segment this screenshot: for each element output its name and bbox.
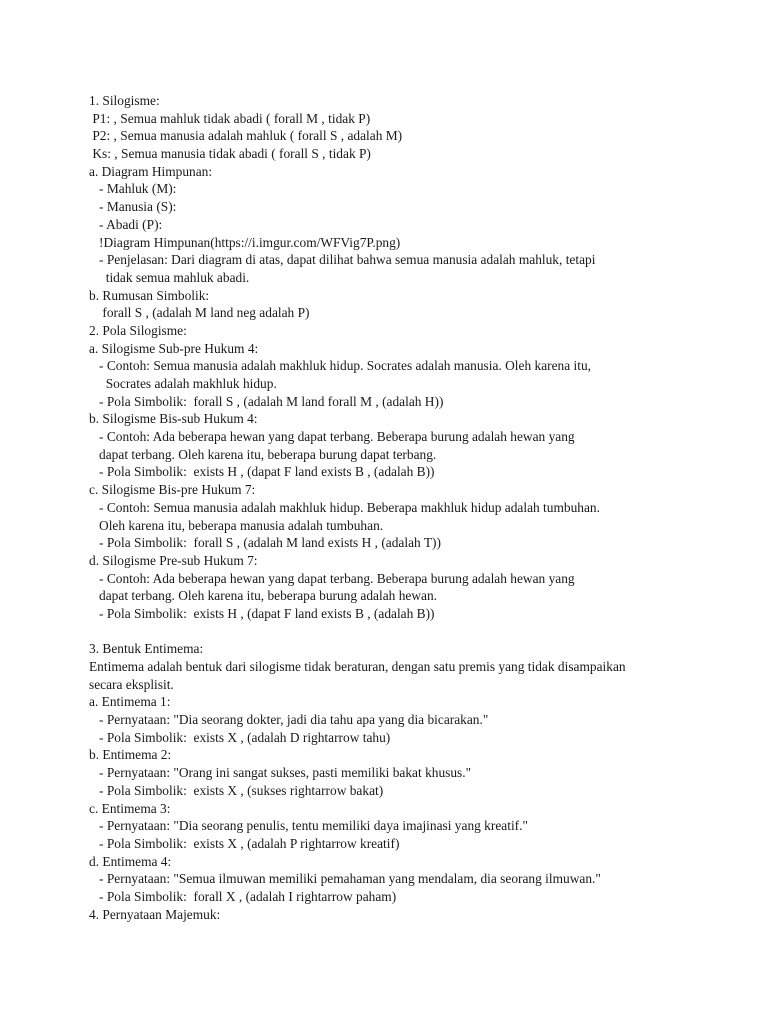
text-line: tidak semua mahluk abadi. <box>89 269 250 285</box>
text-line: - Pola Simbolik: forall S , (adalah M land exists H , (adalah T)) <box>89 535 441 551</box>
text-line: - Pola Simbolik: exists X , (sukses rightarrow bakat) <box>89 782 384 798</box>
text-line: - Pola Simbolik: exists X , (adalah D rightarrow tahu) <box>89 729 391 745</box>
text-line: dapat terbang. Oleh karena itu, beberapa burung adalah hewan. <box>89 588 438 604</box>
text-line: - Contoh: Ada beberapa hewan yang dapat terbang. Beberapa burung adalah hewan yang <box>89 570 575 586</box>
text-line: b. Silogisme Bis-sub Hukum 4: <box>89 411 258 427</box>
text-line: - Pernyataan: "Dia seorang penulis, tentu memiliki daya imajinasi yang kreatif." <box>89 818 528 834</box>
text-line: Ks: , Semua manusia tidak abadi ( forall S , tidak P) <box>89 146 371 162</box>
text-line: P1: , Semua mahluk tidak abadi ( forall M , tidak P) <box>89 110 371 126</box>
text-line: a. Entimema 1: <box>89 694 171 710</box>
text-line: a. Diagram Himpunan: <box>89 163 213 179</box>
text-line: - Contoh: Semua manusia adalah makhluk hidup. Beberapa makhluk hidup adalah tumbuhan. <box>89 499 600 515</box>
document-body <box>89 92 729 923</box>
text-line: 2. Pola Silogisme: <box>89 322 187 338</box>
text-line: - Mahluk (M): <box>89 181 177 197</box>
text-line: - Abadi (P): <box>89 216 163 232</box>
text-line: - Contoh: Semua manusia adalah makhluk hidup. Socrates adalah manusia. Oleh karena itu, <box>89 358 592 374</box>
text-line: - Pola Simbolik: forall X , (adalah I rightarrow paham) <box>89 888 397 904</box>
text-line: - Contoh: Ada beberapa hewan yang dapat terbang. Beberapa burung adalah hewan yang <box>89 429 575 445</box>
text-line: b. Rumusan Simbolik: <box>89 287 210 303</box>
text-line: - Pernyataan: "Dia seorang dokter, jadi dia tahu apa yang dia bicarakan." <box>89 712 489 728</box>
text-line: 3. Bentuk Entimema: <box>89 641 204 657</box>
text-line: 1. Silogisme: <box>89 93 160 108</box>
text-line: d. Silogisme Pre-sub Hukum 7: <box>89 552 258 568</box>
text-line: c. Silogisme Bis-pre Hukum 7: <box>89 482 256 498</box>
text-line: - Pola Simbolik: exists H , (dapat F land exists B , (adalah B)) <box>89 464 435 480</box>
text-line: b. Entimema 2: <box>89 747 172 763</box>
text-line: secara eksplisit. <box>89 676 174 692</box>
text-line: forall S , (adalah M land neg adalah P) <box>89 305 310 321</box>
text-line: - Pola Simbolik: exists X , (adalah P rightarrow kreatif) <box>89 835 400 851</box>
text-line: P2: , Semua manusia adalah mahluk ( forall S , adalah M) <box>89 128 403 144</box>
text-line: - Pola Simbolik: exists H , (dapat F land exists B , (adalah B)) <box>89 605 435 621</box>
text-line: - Penjelasan: Dari diagram di atas, dapat dilihat bahwa semua manusia adalah mahluk, tetapi <box>89 252 596 268</box>
text-line: Entimema adalah bentuk dari silogisme tidak beraturan, dengan satu premis yang tidak disampaikan <box>89 659 626 674</box>
text-line: !Diagram Himpunan(https://i.imgur.com/WFVig7P.png) <box>89 234 401 250</box>
text-line: - Pernyataan: "Orang ini sangat sukses, pasti memiliki bakat khusus." <box>89 765 472 781</box>
text-line: d. Entimema 4: <box>89 853 172 869</box>
text-line: dapat terbang. Oleh karena itu, beberapa burung dapat terbang. <box>89 446 437 462</box>
text-line: 4. Pernyataan Majemuk: <box>89 906 221 922</box>
text-line: Oleh karena itu, beberapa manusia adalah tumbuhan. <box>89 517 384 533</box>
text-line: c. Entimema 3: <box>89 800 171 816</box>
text-line: - Pernyataan: "Semua ilmuwan memiliki pemahaman yang mendalam, dia seorang ilmuwan." <box>89 871 601 887</box>
text-line: a. Silogisme Sub-pre Hukum 4: <box>89 340 259 356</box>
text-line: - Manusia (S): <box>89 199 177 215</box>
blank-line <box>89 623 729 641</box>
text-line: Socrates adalah makhluk hidup. <box>89 376 277 391</box>
text-line: - Pola Simbolik: forall S , (adalah M land forall M , (adalah H)) <box>89 393 444 409</box>
